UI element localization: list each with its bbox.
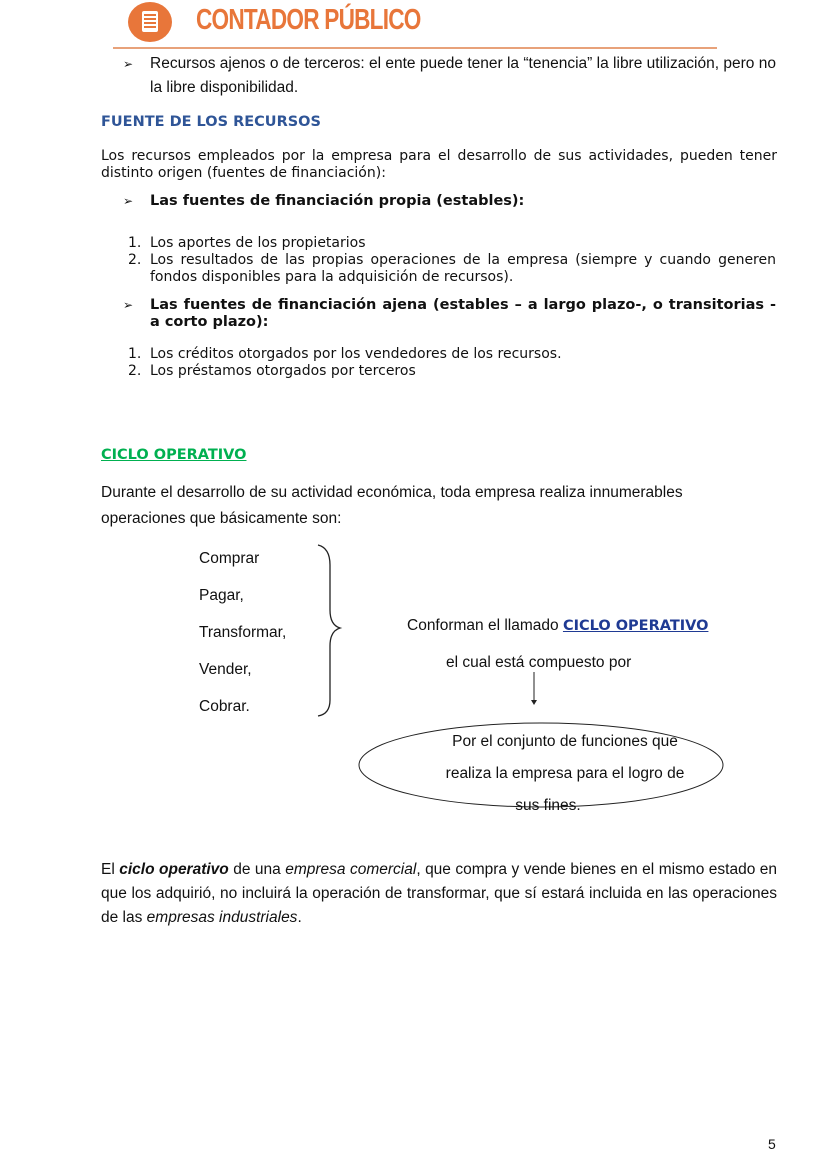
ellipse-line: sus fines. (515, 797, 581, 814)
bullet-ajenos: ➢ Recursos ajenos o de terceros: el ente puede tener la “tenencia” la libre utilización, pero no la libre disponibilidad. (150, 52, 776, 100)
list-item: 1. Los créditos otorgados por los vendedores de los recursos. (128, 346, 562, 362)
list-item: 2. Los préstamos otorgados por terceros (128, 363, 416, 379)
arrow-bullet-icon: ➢ (123, 298, 134, 312)
page-number: 5 (768, 1136, 776, 1152)
operation-item: Transformar, (199, 624, 287, 641)
section-heading-ciclo: CICLO OPERATIVO (101, 447, 247, 463)
operation-item: Cobrar. (199, 698, 250, 715)
operation-item: Pagar, (199, 587, 244, 604)
ellipse-text (400, 726, 730, 822)
ajena-title: ➢ Las fuentes de financiación ajena (estables – a largo plazo-, o transitorias - a corto plazo): (123, 297, 776, 330)
ciclo-operativo-link[interactable]: CICLO OPERATIVO (562, 618, 709, 634)
ciclo-intro: Durante el desarrollo de su actividad económica, toda empresa realiza innumerables operaciones que básicamente son: (101, 484, 683, 527)
arrow-bullet-icon: ➢ (123, 194, 134, 208)
conforman-text: Conforman el llamado CICLO OPERATIVO (407, 617, 709, 634)
propia-title: ➢ Las fuentes de financiación propia (estables): (123, 193, 525, 209)
curly-brace (318, 545, 340, 716)
list-item: 1. Los aportes de los propietarios (128, 235, 366, 251)
operation-item: Comprar (199, 550, 260, 567)
ellipse-line: Por el conjunto de funciones que (452, 733, 678, 750)
header-title: CONTADOR PÚBLICO (196, 4, 421, 36)
compuesto-text: el cual está compuesto por (446, 654, 632, 671)
fuente-intro: Los recursos empleados por la empresa para el desarrollo de sus actividades, pueden tener distinto origen (fuentes de financiación): (101, 148, 777, 181)
closing-paragraph: El ciclo operativo de una empresa comercial, que compra y vende bienes en el mismo estado en que los adquirió, no incluirá la operación de transformar, que sí estará incluida en las operaciones de las empresas industriales. (101, 861, 778, 926)
section-heading-fuente: FUENTE DE LOS RECURSOS (101, 114, 321, 130)
down-arrow-head (531, 700, 537, 705)
list-item: 2. Los resultados de las propias operaciones de la empresa (siempre y cuando generen fondos disponibles para la adquisición de recursos). (128, 252, 776, 285)
operation-item: Vender, (199, 661, 252, 678)
arrow-bullet-icon: ➢ (123, 57, 134, 71)
ellipse-line: realiza la empresa para el logro de (445, 765, 685, 782)
